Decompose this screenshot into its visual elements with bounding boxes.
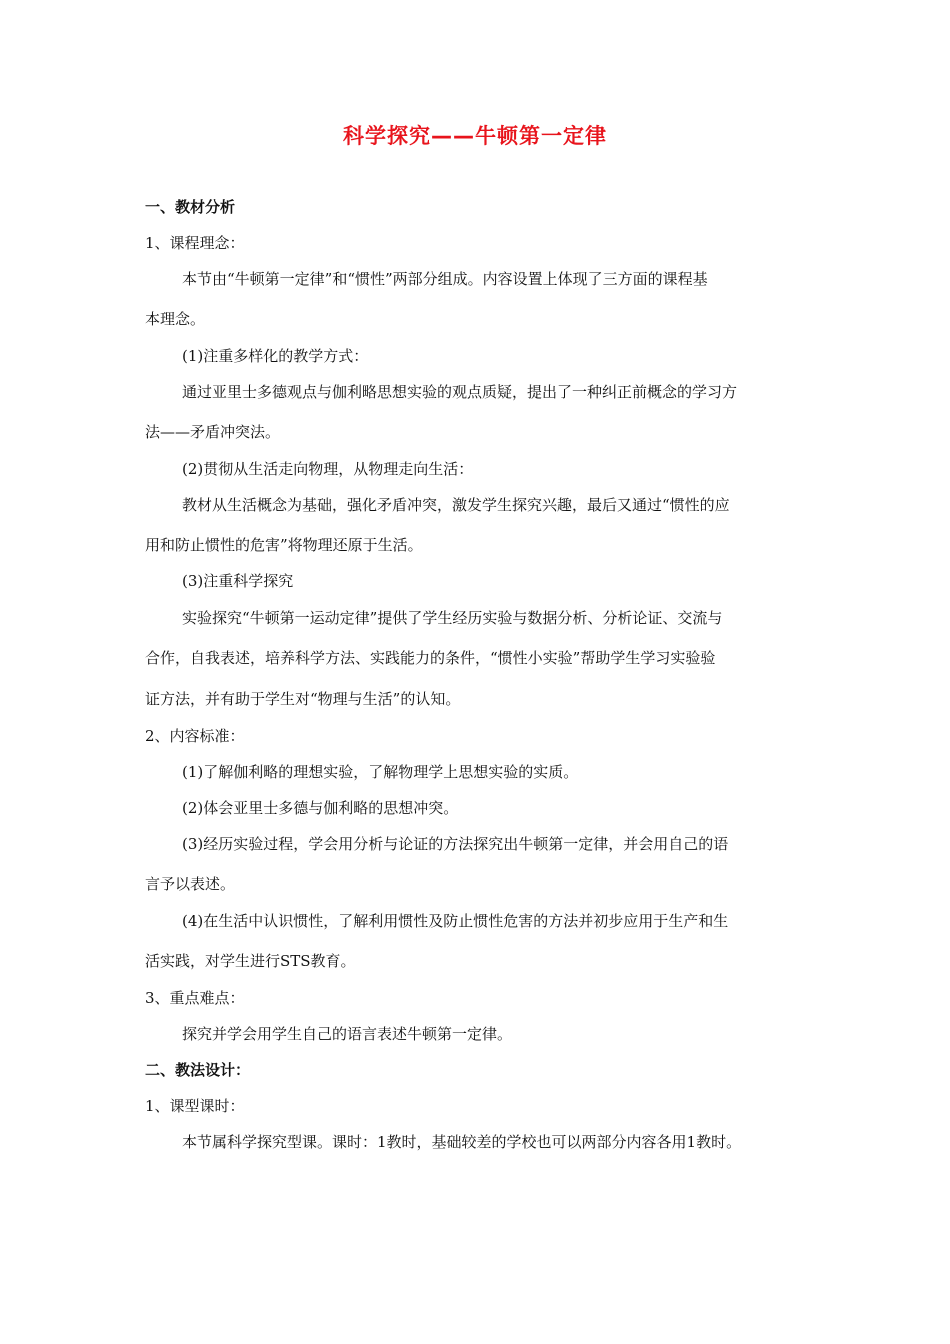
list-item: (1)了解伽利略的理想实验，了解物理学上思想实验的实质。	[182, 763, 579, 781]
paragraph-line: 实验探究“牛顿第一运动定律”提供了学生经历实验与数据分析、分析论证、交流与	[182, 609, 723, 627]
paragraph-line: 本节由“牛顿第一定律”和“惯性”两部分组成。内容设置上体现了三方面的课程基	[182, 270, 708, 288]
list-item: (3)经历实验过程，学会用分析与论证的方法探究出牛顿第一定律，并会用自己的语	[182, 835, 729, 853]
paragraph-line: 本节属科学探究型课。课时：1教时，基础较差的学校也可以两部分内容各用1教时。	[182, 1133, 742, 1151]
page-title: 科学探究——牛顿第一定律	[343, 124, 607, 148]
list-item: (2)贯彻从生活走向物理，从物理走向生活：	[182, 460, 474, 478]
list-item: (3)注重科学探究	[182, 572, 294, 590]
paragraph-line: 教材从生活概念为基础，强化矛盾冲突，激发学生探究兴趣，最后又通过“惯性的应	[182, 496, 730, 514]
list-item: (2)体会亚里士多德与伽利略的思想冲突。	[182, 799, 459, 817]
paragraph-line: 法——矛盾冲突法。	[145, 423, 281, 441]
paragraph-line: 证方法，并有助于学生对“物理与生活”的认知。	[145, 690, 461, 708]
paragraph-line: 用和防止惯性的危害”将物理还原于生活。	[145, 536, 423, 554]
paragraph-line: 活实践，对学生进行STS教育。	[145, 952, 356, 970]
list-item: (1)注重多样化的教学方式：	[182, 347, 369, 365]
list-item: (4)在生活中认识惯性，了解利用惯性及防止惯性危害的方法并初步应用于生产和生	[182, 912, 729, 930]
paragraph-line: 言予以表述。	[145, 875, 236, 893]
section-heading-1: 一、教材分析	[145, 198, 236, 216]
subsection-heading: 3、重点难点：	[145, 989, 245, 1007]
paragraph-line: 通过亚里士多德观点与伽利略思想实验的观点质疑，提出了一种纠正前概念的学习方	[182, 383, 738, 401]
paragraph-line: 探究并学会用学生自己的语言表述牛顿第一定律。	[182, 1025, 513, 1043]
paragraph-line: 合作，自我表述，培养科学方法、实践能力的条件，“惯性小实验”帮助学生学习实验验	[145, 649, 716, 667]
subsection-heading: 1、课型课时：	[145, 1097, 245, 1115]
section-heading-2: 二、教法设计：	[145, 1061, 251, 1079]
subsection-heading: 1、课程理念：	[145, 234, 245, 252]
subsection-heading: 2、内容标准：	[145, 727, 245, 745]
paragraph-line: 本理念。	[145, 310, 206, 328]
